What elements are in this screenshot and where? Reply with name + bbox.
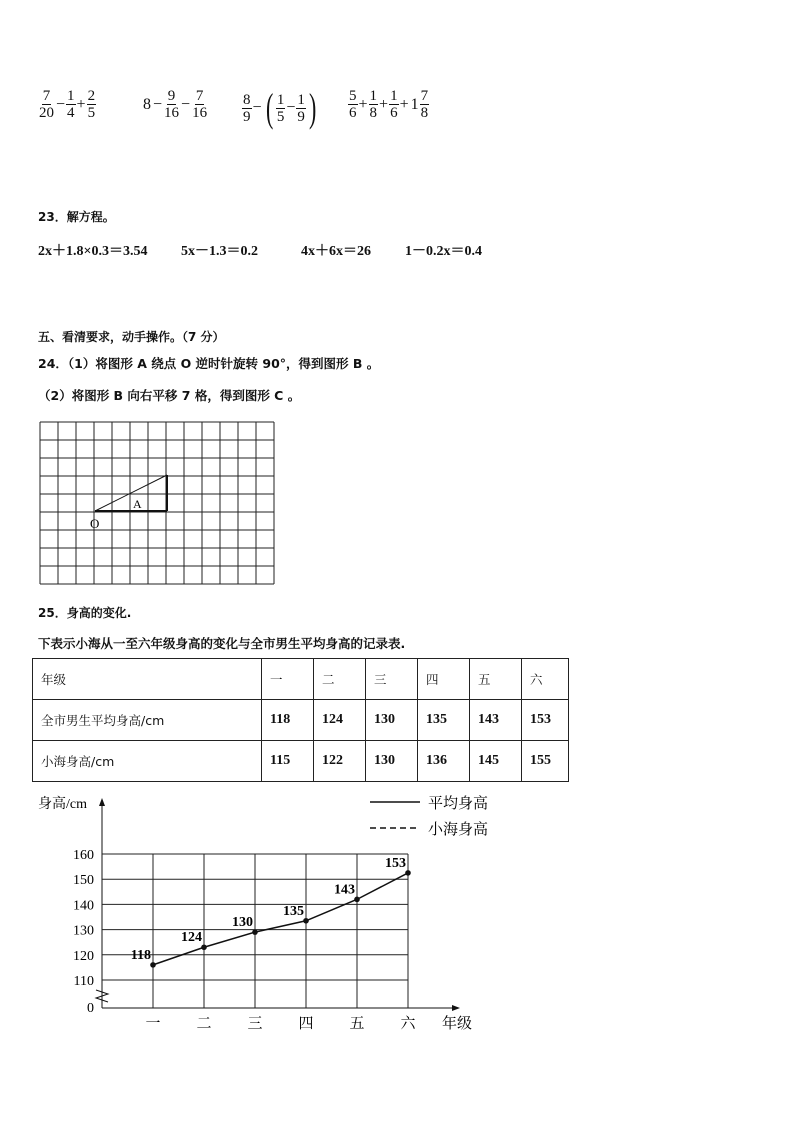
table-cell: 143 — [470, 700, 522, 741]
fraction — [389, 88, 399, 121]
data-label: 130 — [232, 915, 253, 931]
numerator: 1 — [67, 88, 75, 104]
fraction — [66, 88, 76, 121]
fraction — [242, 92, 252, 125]
numerator: 5 — [349, 88, 357, 104]
y-tick-label: 150 — [73, 873, 94, 889]
fraction-expression-4 — [348, 88, 429, 121]
shape-label-a: A — [133, 497, 142, 511]
fraction — [420, 88, 430, 121]
data-point — [303, 918, 309, 924]
triangle-hypotenuse — [95, 475, 167, 511]
point-label-o: O — [90, 516, 100, 531]
data-point — [354, 897, 360, 903]
chart-legend — [370, 794, 488, 838]
data-point — [405, 870, 411, 876]
numerator: 7 — [420, 88, 429, 104]
operator: + — [379, 95, 389, 113]
height-record-table — [32, 658, 569, 782]
table-header-cell: 年级 — [33, 659, 262, 700]
axis-break-icon — [96, 990, 108, 1002]
fraction-expression-2 — [142, 88, 208, 121]
question-23-title: 23．解方程。 — [38, 210, 115, 224]
x-tick-label: 一 — [145, 1016, 161, 1032]
data-label: 118 — [130, 947, 151, 963]
fraction — [38, 88, 55, 121]
denominator: 6 — [390, 105, 398, 121]
table-header-cell: 五 — [470, 659, 522, 700]
denominator: 16 — [192, 105, 208, 121]
denominator: 9 — [297, 108, 305, 125]
y-tick-label: 120 — [73, 948, 94, 964]
grid-figure — [38, 420, 278, 586]
data-point — [252, 929, 258, 935]
denominator: 4 — [67, 105, 75, 121]
y-tick-label: 130 — [73, 923, 94, 939]
table-header-cell: 二 — [314, 659, 366, 700]
data-label: 153 — [385, 855, 406, 871]
x-tick-label: 四 — [298, 1016, 314, 1032]
operator: − — [286, 99, 296, 116]
table-cell: 135 — [418, 700, 470, 741]
table-cell: 153 — [522, 700, 569, 741]
equation-3: 4x＋6x＝26 — [301, 244, 371, 259]
numerator: 7 — [42, 88, 51, 104]
denominator: 5 — [276, 108, 285, 125]
y-tick-label: 110 — [73, 974, 94, 989]
legend-label-average: 平均身高 — [428, 796, 489, 812]
table-cell: 155 — [522, 741, 569, 782]
x-tick-labels — [145, 1015, 416, 1032]
fraction — [276, 92, 286, 125]
x-tick-label: 二 — [196, 1016, 212, 1032]
numerator: 9 — [167, 88, 176, 104]
operator: − — [252, 99, 262, 116]
left-parenthesis: ( — [265, 85, 273, 130]
table-cell: 124 — [314, 700, 366, 741]
table-header-row — [33, 659, 569, 700]
y-tick-label: 140 — [73, 898, 94, 914]
question-25-title: 25．身高的变化. — [38, 606, 132, 620]
denominator: 20 — [39, 105, 54, 121]
section-5-title: 五、看清要求，动手操作。（7 分） — [38, 330, 225, 344]
data-point — [150, 962, 156, 968]
fraction-expression-3 — [242, 85, 319, 130]
numerator: 2 — [87, 88, 96, 104]
numerator: 1 — [297, 91, 305, 108]
equation-4: 1－0.2x＝0.4 — [405, 244, 482, 259]
y-tick-label: 160 — [73, 848, 94, 863]
y-tick-label: 0 — [87, 1001, 94, 1016]
data-point — [201, 944, 207, 950]
fraction — [296, 92, 306, 125]
table-row-label: 小海身高/cm — [33, 741, 262, 782]
table-header-cell: 三 — [366, 659, 418, 700]
data-label: 124 — [181, 930, 202, 946]
table-cell: 130 — [366, 741, 418, 782]
table-header-cell: 一 — [262, 659, 314, 700]
series-line — [153, 873, 408, 965]
numerator: 1 — [276, 91, 285, 108]
fraction — [191, 88, 208, 121]
fraction — [348, 88, 358, 121]
legend-label-xiaohai: 小海身高 — [428, 822, 489, 838]
height-line-chart — [30, 790, 500, 1040]
table-cell: 130 — [366, 700, 418, 741]
operator: − — [153, 95, 163, 113]
y-tick-labels — [73, 848, 94, 1016]
x-tick-label: 六 — [400, 1016, 416, 1032]
data-label: 143 — [334, 882, 355, 898]
denominator: 6 — [349, 105, 357, 121]
table-row — [33, 700, 569, 741]
x-tick-label: 三 — [247, 1016, 263, 1032]
fraction — [163, 88, 180, 121]
question-24-line-2: （2）将图形 B 向右平移 7 格，得到图形 C 。 — [38, 388, 301, 403]
table-header-cell: 六 — [522, 659, 569, 700]
table-cell: 115 — [262, 741, 314, 782]
denominator: 5 — [87, 105, 96, 121]
operator: + — [399, 95, 409, 113]
right-parenthesis: ) — [308, 85, 317, 130]
denominator: 8 — [420, 105, 429, 121]
x-tick-label: 五 — [349, 1016, 365, 1032]
whole-number: 1 — [410, 95, 419, 113]
table-header-cell: 四 — [418, 659, 470, 700]
denominator: 16 — [164, 105, 180, 121]
operator: − — [56, 95, 66, 113]
table-cell: 136 — [418, 741, 470, 782]
numerator: 8 — [243, 91, 251, 108]
fraction — [87, 88, 97, 121]
grid-lines — [40, 422, 274, 584]
y-axis-arrow-icon — [99, 798, 105, 806]
x-axis-arrow-icon — [452, 1005, 460, 1011]
whole-number: 8 — [143, 95, 151, 113]
table-row-label: 全市男生平均身高/cm — [33, 700, 262, 741]
equation-1: 2x＋1.8×0.3＝3.54 — [38, 244, 148, 259]
table-cell: 122 — [314, 741, 366, 782]
numerator: 1 — [390, 88, 398, 104]
fraction-expression-1 — [38, 88, 96, 121]
x-axis-label: 年级 — [442, 1016, 473, 1032]
data-label: 135 — [283, 903, 304, 919]
fraction — [369, 88, 379, 121]
numerator: 1 — [369, 88, 378, 104]
table-row — [33, 741, 569, 782]
y-axis-label: 身高/cm — [38, 797, 87, 812]
numerator: 7 — [195, 88, 204, 104]
chart-series — [131, 856, 411, 968]
operator: − — [181, 95, 191, 113]
equation-2: 5x－1.3＝0.2 — [181, 244, 258, 259]
denominator: 9 — [243, 108, 251, 125]
operator: + — [76, 95, 86, 113]
table-cell: 145 — [470, 741, 522, 782]
denominator: 8 — [369, 105, 378, 121]
question-25-description: 下表示小海从一至六年级身高的变化与全市男生平均身高的记录表. — [38, 636, 406, 651]
question-24-line-1: 24．（1）将图形 A 绕点 O 逆时针旋转 90°，得到图形 B 。 — [38, 356, 380, 371]
table-cell: 118 — [262, 700, 314, 741]
operator: + — [358, 95, 368, 113]
